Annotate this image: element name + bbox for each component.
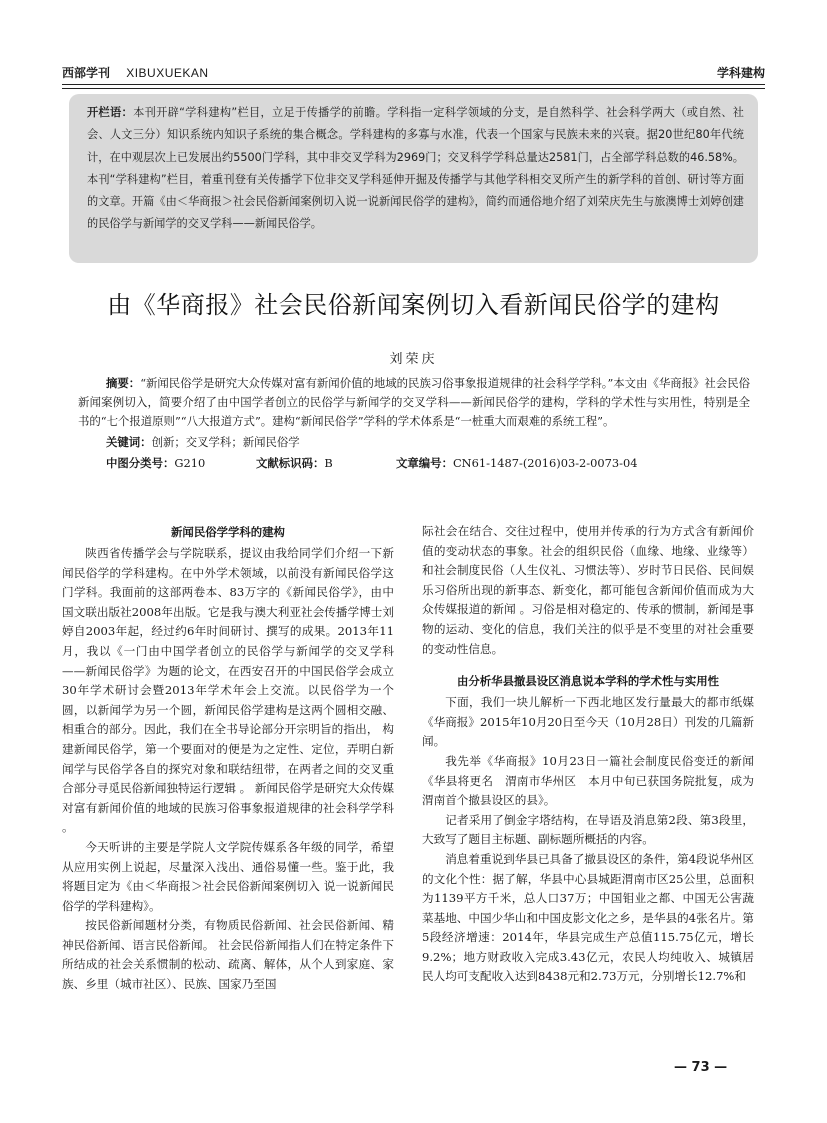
header-rule-thick xyxy=(62,84,765,85)
article-title: 由《华商报》社会民俗新闻案例切入看新闻民俗学的建构 xyxy=(107,291,720,319)
body-column-left xyxy=(62,522,394,995)
doc-value: B xyxy=(324,456,333,470)
journal-name xyxy=(62,64,209,81)
abstract-text: “新闻民俗学是研究大众传媒对富有新闻价值的地域的民族习俗事象报道规律的社会科学学科。”本文由《华商报》社会民俗新闻案例切入，简要介绍了由中国学者创立的民俗学与新闻学的交叉学科——新闻民俗学的建构，学科的学术性与实用性，特别是全书的“七个报道原则”“八大报道方式”。建构“新闻民俗学”学科的学术体系是“一桩重大而艰难的系统工程”。 xyxy=(78,376,750,428)
body-paragraph: 下面，我们一块儿解析一下西北地区发行量最大的都市纸媒《华商报》2015年10月20日至今天（10月28日）刊发的几篇新闻。 xyxy=(422,695,754,749)
section-heading: 新闻民俗学学科的建构 xyxy=(171,525,285,539)
body-column-right xyxy=(422,522,754,987)
intro-text: 本刊开辟“学科建构”栏目，立足于传播学的前瞻。学科指一定科学领域的分支，是自然科学、社会科学两大（或自然、社会、人文三分）知识系统内知识子系统的集合概念。学科建构的多寡与水准，代表一个国家与民族未来的兴衰。据20世纪80年代统计，在中观层次上已发展出约5500门学科，其中非交叉学科为2969门；交叉科学学科总量达2581门，占全部学科总数的46.58%。本刊“学科建构”栏目，着重刊登有关传播学下位非交叉学科延伸开掘及传播学与其他学科相交叉所产生的新学科的首创、研讨等方面的文章。开篇《由＜华商报＞社会民俗新闻案例切入说一说新闻民俗学的建构》，简约而通俗地介绍了刘荣庆先生与旅澳博士刘婷创建的民俗学与新闻学的交叉学科——新闻民俗学。 xyxy=(87,106,744,231)
body-paragraph: 记者采用了倒金字塔结构，在导语及消息第2段、第3段里，大致写了题目主标题、副标题所概括的内容。 xyxy=(422,812,754,847)
article-number-value: CN61-1487-(2016)03-2-0073-04 xyxy=(452,456,638,470)
journal-name-cn: 西部学刊 xyxy=(62,66,111,80)
column-intro-box xyxy=(69,94,758,263)
article-number-label: 文章编号： xyxy=(396,456,453,470)
clc-label: 中图分类号： xyxy=(106,456,175,470)
header-rule-thin xyxy=(62,88,765,89)
keywords-text: 创新；交叉学科；新闻民俗学 xyxy=(151,435,300,449)
body-paragraph: 我先举《华商报》10月23日一篇社会制度民俗变迁的新闻《华县将更名 渭南市华州区 本月中旬已获国务院批复，成为渭南首个撤县设区的县》。 xyxy=(422,753,754,808)
body-paragraph: 按民俗新闻题材分类，有物质民俗新闻、社会民俗新闻、精神民俗新闻、语言民俗新闻。 社会民俗新闻指人们在特定条件下所结成的社会关系惯制的松动、疏离、解体，从个人到家庭、家族、乡里（城市社区）、民族、国家乃至国 xyxy=(62,918,394,992)
running-header xyxy=(62,64,765,84)
clc-number xyxy=(106,454,256,473)
clc-value: G210 xyxy=(174,456,206,470)
classification-line xyxy=(78,454,750,473)
doc-label: 文献标识码： xyxy=(256,456,325,470)
body-paragraph: 消息着重说到华县已具备了撤县设区的条件，第4段说华州区的文化个性：据了解，华县中心县城距渭南市区25公里，总面积为1139平方千米，总人口37万；中国钼业之都、中国无公害蔬菜基地、中国少华山和中国皮影文化之乡，是华县的4张名片。第5段经济增速：2014年，华县完成生产总值115.75亿元，增长9.2%；地方财政收入完成3.43亿元，农民人均纯收入、城镇居民人均可支配收入达到8438元和2.73万元，分别增长12.7%和 xyxy=(422,851,755,984)
page-number: — 73 — xyxy=(674,1060,728,1075)
abstract xyxy=(78,374,750,431)
keywords-label: 关键词： xyxy=(106,435,152,449)
body-paragraph: 今天听讲的主要是学院人文学院传媒系各年级的同学，希望从应用实例上说起，尽量深入浅出、通俗易懂一些。鉴于此，我将题目定为《由＜华商报＞社会民俗新闻案例切入 说一说新闻民俗学的学科建构》。 xyxy=(62,839,394,913)
body-paragraph: 际社会在结合、交往过程中，使用并传承的行为方式含有新闻价值的变动状态的事象。社会的组织民俗（血缘、地缘、业缘等）和社会制度民俗（人生仪礼、习惯法等）、岁时节日民俗、民间娱乐习俗所出现的新事态、新变化，都可能包含新闻价值而成为大众传媒报道的新闻 。习俗是相对稳定的、传承的惯制，新闻是事物的运动、变化的信息，我们关注的似乎是不变里的对社会重要的变动性信息。 xyxy=(422,524,754,656)
article-meta xyxy=(78,374,750,473)
section-heading: 由分析华县撤县设区消息说本学科的学术性与实用性 xyxy=(457,674,719,689)
section-name: 学科建构 xyxy=(716,66,765,80)
journal-name-en: XIBUXUEKAN xyxy=(126,66,209,80)
article-number xyxy=(396,454,637,473)
intro-lead: 开栏语： xyxy=(87,106,134,119)
article-author: 刘荣庆 xyxy=(389,352,438,367)
doc-code xyxy=(256,454,396,473)
abstract-label: 摘要： xyxy=(106,376,141,390)
keywords xyxy=(78,433,750,452)
body-paragraph: 陕西省传播学会与学院联系，提议由我给同学们介绍一下新闻民俗学的学科建构。在中外学术领域，以前没有新闻民俗学这门学科。我面前的这部两卷本、83万字的《新闻民俗学》，由中国文联出版社2008年出版。它是我与澳大利亚社会传播学博士刘婷自2003年起，经过约6年时间研讨、撰写的成果。2013年11月，我以《一门由中国学者创立的民俗学与新闻学的交叉学科——新闻民俗学》为题的论文，在西安召开的中国民俗学会成立30年学术研讨会暨2013年学术年会上交流。以民俗学为一个圆，以新闻学为另一个圆，新闻民俗学建构是这两个圆相交融、相重合的部分。因此，我们在全书导论部分开宗明旨的指出， 构建新闻民俗学，第一个要面对的便是为之定性、定位，弄明白新闻学与民俗学各自的探究对象和联结纽带，在两者之间的交叉重合部分寻觅民俗新闻独特运行逻辑 。 新闻民俗学是研究大众传媒对富有新闻价值的地域的民族习俗事象报道规律的社会科学学科 。 xyxy=(62,546,394,835)
